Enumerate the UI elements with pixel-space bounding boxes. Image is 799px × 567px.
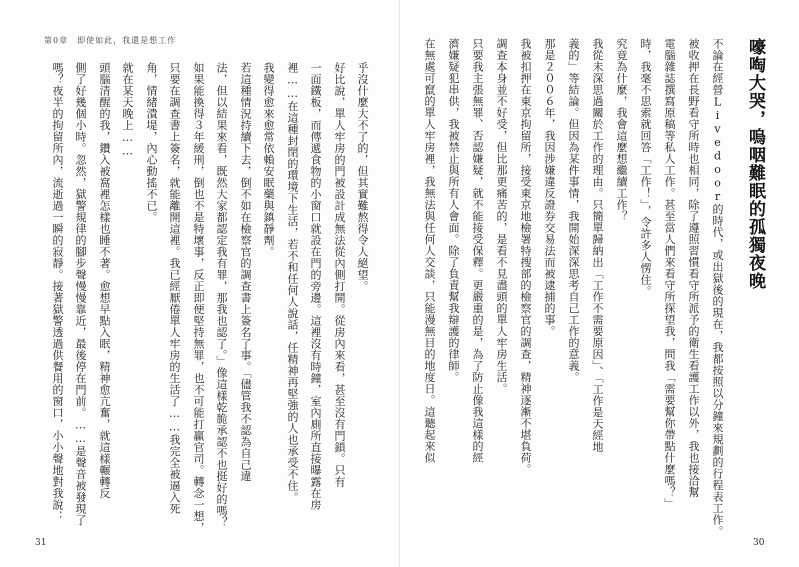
body-text-line: 義的」等結論。但因為某件事情，我開始深深思考自己工作的意義。 [567,38,580,383]
body-text-line: 好比說，單人牢房的門被設計成無法從內側打開。從房內來看，甚至沒有門鎖。只有 [333,62,346,488]
body-text-line: 只要我主張無罪、否認嫌疑，就不能接受保釋。更嚴重的是，為了防止像我這樣的經 [471,38,484,464]
body-text-line: 我變得愈來愈常依賴安眠藥與鎮靜劑。 [262,62,275,258]
body-text-line: 我從未深思過關於工作的理由。只簡單歸納出「工作不需要原因」、「工作是天經地 [591,38,604,453]
page-number-left: 31 [35,538,47,548]
body-text-line: 電腦雜誌撰寫原稿等私人工作。甚至當人們來看守所探望我，問我「需要幫你帶點什麼嗎？」 [663,38,676,510]
body-text-line: 法，但以結果來看，既然大家都認定我有罪，那我也認了。」像這樣乾脆承認不也挺好的嗎？ [215,62,228,528]
body-text-line: 裡……在這種封閉的環境下生活，若不和任何人說話，任精神再堅強的人也承受不住。 [286,62,299,503]
body-text-line: 被收押在長野看守所時也相同，除了遵照習慣看守所派予的衛生看護工作以外，我也接洽幫 [687,38,700,498]
body-text-line: 我被扣押在東京拘留所，接受東京地檢署特搜部的檢察官的調查，精神逐漸不堪負荷。 [519,38,532,475]
body-text-line: 那是２００６年，我因涉嫌違反證券交易法而被逮捕的事。 [543,38,556,337]
body-text-line: 不論在經營Livedoor的時代，或出獄後的現在，我都按照以分鐘來規劃的行程表工作。 [711,38,724,537]
body-text-line: 側了好幾個小時。忽然，獄警規律的腳步聲慢慢靠近，最後停在門前。……是聲音被發現了 [74,62,87,526]
running-head: 第0章 即使如此，我還是想工作 [44,36,177,45]
body-text-line: 時，我毫不思索就回答「工作！」，令許多人愣住。 [639,38,652,297]
body-text-line: 就在某天晚上…… [121,62,134,158]
page-number-right: 30 [753,538,765,548]
body-text-line: 嗎？夜半的拘留所內，流逝過一瞬的寂靜。接著獄警透過供餐用的窗口，小小聲地對我說： [51,62,64,522]
body-text-line: 如果能換得３年緩刑，倒也不是特壞事，反正即便堅持無罪，也不可能打贏官司。轉念一想， [192,62,205,534]
gutter-divider [399,0,400,567]
body-text-line: 在無處可竄的單人牢房裡，我無法與任何人交談，只能漫無目的地度日。這聽起來似 [423,38,436,464]
body-text-line: 調查本身並不好受，但比那更痛苦的，是看不見盡頭的單人牢房生活。 [495,38,508,395]
chapter-subtitle: 嚎啕大哭，嗚咽難眠的孤獨夜晚 [745,38,765,290]
body-text-line: 若這種情況持續下去，倒不如在檢察官的調查書上簽名了事。「儘管我不認為自己違 [239,62,252,482]
body-text-line: 角，情緒潰堤，內心動搖不已。 [145,62,158,223]
body-text-line: 頭腦清醒的我，鑽入被窩裡怎樣也睡不著。愈想早點入眠，精神愈亢奮，就這樣輾轉反 [98,62,111,499]
body-text-line: 只要在調查書上簽名，就能離開這裡。我已經厭倦單人牢房的生活了……我完全被逼入死 [168,62,181,515]
body-text-line: 一面鐵板，而傳遞食物的小窗口就設在門的旁邊。這裡沒有時鐘，室內廁所直接曝露在房 [309,62,322,511]
body-text-line: 乎沒什麼大不了的，但其實難熬得令人絕望。 [356,62,369,292]
body-text-line: 究竟為什麼，我會這麼想繼續工作？ [615,38,628,222]
body-text-line: 濟嫌疑犯串供，我被禁止與所有人會面。除了負責幫我辯護的律師。 [447,38,460,383]
